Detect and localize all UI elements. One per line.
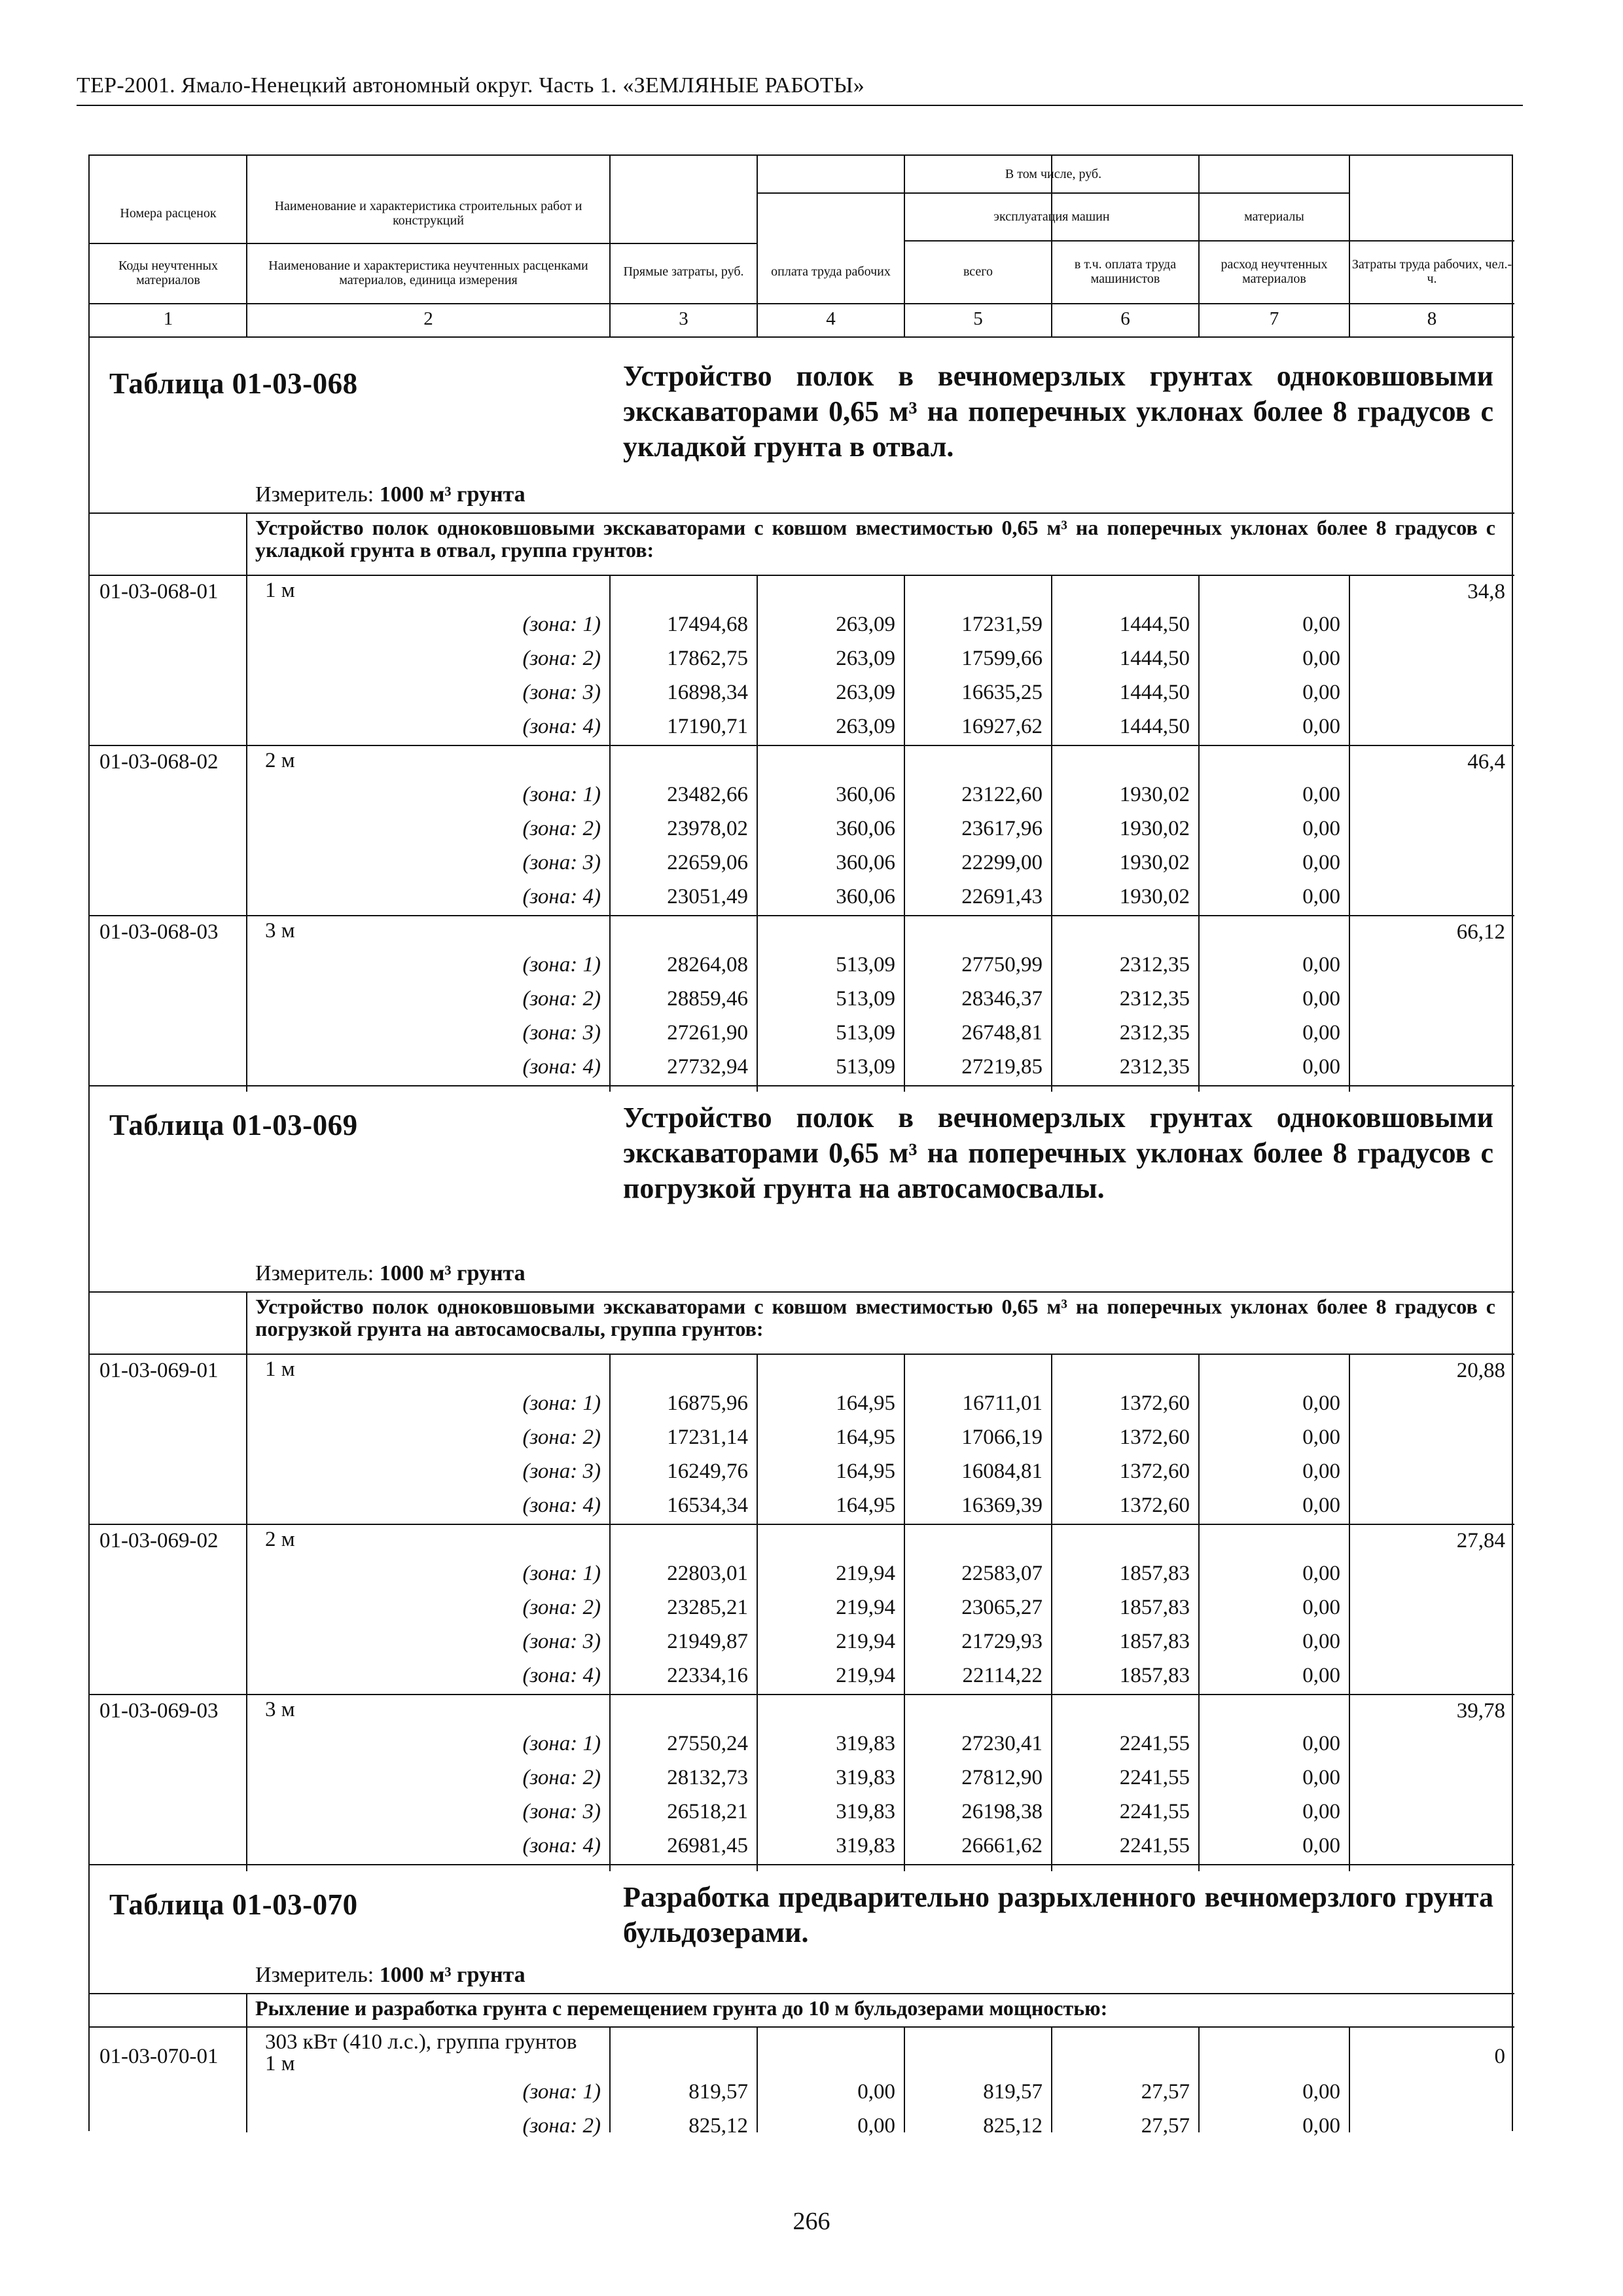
zone-label: (зона: 4) <box>522 1055 601 1079</box>
rate-name: 2 м <box>265 749 295 772</box>
direct-cost: 28132,73 <box>667 1766 748 1789</box>
measure-value: 1000 м³ грунта <box>379 1963 526 1987</box>
zone-label: (зона: 1) <box>522 1562 601 1585</box>
direct-cost: 23051,49 <box>667 885 748 908</box>
row-rule <box>90 243 757 244</box>
column-header-unaccounted-materials: расход неучтенных материалов <box>1221 257 1328 286</box>
column-number: 6 <box>1120 308 1130 329</box>
zone-label: (зона: 2) <box>522 817 601 840</box>
measure-label: Измеритель: <box>255 1261 380 1285</box>
wages-cost: 164,95 <box>836 1494 895 1517</box>
machines-cost: 22691,43 <box>961 885 1043 908</box>
machines-cost: 23122,60 <box>961 783 1043 806</box>
direct-cost: 17862,75 <box>667 647 748 670</box>
operator-wages: 1372,60 <box>1119 1494 1190 1517</box>
wages-cost: 219,94 <box>836 1596 895 1619</box>
wages-cost: 360,06 <box>836 783 895 806</box>
wages-cost: 513,09 <box>836 1055 895 1079</box>
materials-cost: 0,00 <box>1302 1494 1340 1517</box>
wages-cost: 319,83 <box>836 1834 895 1857</box>
labor-cost: 27,84 <box>1456 1529 1505 1552</box>
column-number: 2 <box>423 308 433 329</box>
column-rule <box>246 1291 247 1354</box>
labor-cost: 0 <box>1494 2045 1505 2068</box>
direct-cost: 17231,14 <box>667 1426 748 1449</box>
wages-cost: 513,09 <box>836 1021 895 1045</box>
labor-cost: 20,88 <box>1456 1359 1505 1382</box>
wages-cost: 219,94 <box>836 1562 895 1585</box>
column-rule <box>1051 575 1052 1092</box>
column-rule <box>1198 2026 1200 2132</box>
operator-wages: 2241,55 <box>1119 1732 1190 1755</box>
table-title: Устройство полок в вечномерзлых грунтах одноковшовыми экскаваторами 0,65 м³ на поперечных уклонах более 8 градусов с укладкой грунта в отвал. <box>623 360 1493 463</box>
wages-cost: 319,83 <box>836 1732 895 1755</box>
column-rule <box>1198 1354 1200 1871</box>
operator-wages: 2312,35 <box>1119 1021 1190 1045</box>
machines-cost: 17066,19 <box>961 1426 1043 1449</box>
column-header-material-names: Наименование и характеристика неучтенных расценками материалов, единица измерения <box>268 259 588 287</box>
column-rule <box>757 156 758 336</box>
column-header-wages: оплата труда рабочих <box>771 264 891 279</box>
direct-cost: 16534,34 <box>667 1494 748 1517</box>
column-rule <box>904 575 905 1092</box>
materials-cost: 0,00 <box>1302 613 1340 636</box>
operator-wages: 2241,55 <box>1119 1766 1190 1789</box>
materials-cost: 0,00 <box>1302 1766 1340 1789</box>
operator-wages: 2241,55 <box>1119 1800 1190 1823</box>
machines-cost: 27230,41 <box>961 1732 1043 1755</box>
materials-cost: 0,00 <box>1302 1800 1340 1823</box>
operator-wages: 2312,35 <box>1119 1055 1190 1079</box>
rate-code: 01-03-068-03 <box>99 920 219 944</box>
wages-cost: 360,06 <box>836 817 895 840</box>
materials-cost: 0,00 <box>1302 681 1340 704</box>
column-rule <box>609 1354 611 1871</box>
zone-label: (зона: 2) <box>522 1596 601 1619</box>
table-measure <box>255 482 526 507</box>
row-rule <box>90 1291 1514 1293</box>
column-rule <box>1349 1354 1350 1871</box>
operator-wages: 27,57 <box>1141 2080 1190 2104</box>
running-header: ТЕР-2001. Ямало-Ненецкий автономный округ. Часть 1. «ЗЕМЛЯНЫЕ РАБОТЫ» <box>77 73 865 98</box>
column-rule <box>609 156 611 336</box>
materials-cost: 0,00 <box>1302 1834 1340 1857</box>
machines-cost: 21729,93 <box>961 1630 1043 1653</box>
labor-cost: 39,78 <box>1456 1699 1505 1723</box>
column-header-machines: эксплуатация машин <box>993 209 1110 224</box>
machines-cost: 819,57 <box>983 2080 1043 2104</box>
zone-label: (зона: 1) <box>522 953 601 977</box>
table-subheading: Устройство полок одноковшовыми экскаваторами с ковшом вместимостью 0,65 м³ на поперечных уклонах более 8 градусов с укладкой грунта в отвал, группа грунтов: <box>255 516 1495 562</box>
direct-cost: 21949,87 <box>667 1630 748 1653</box>
machines-cost: 16635,25 <box>961 681 1043 704</box>
direct-cost: 16898,34 <box>667 681 748 704</box>
column-rule <box>246 512 247 575</box>
operator-wages: 1857,83 <box>1119 1630 1190 1653</box>
zone-label: (зона: 2) <box>522 987 601 1011</box>
machines-cost: 16711,01 <box>962 1391 1043 1415</box>
column-rule <box>1051 156 1052 336</box>
column-header-material-codes: Коды неучтенных материалов <box>118 259 218 287</box>
rate-name: 2 м <box>265 1528 295 1551</box>
operator-wages: 1444,50 <box>1119 647 1190 670</box>
column-header-works: Наименование и характеристика строительных работ и конструкций <box>274 199 582 228</box>
column-rule <box>757 2026 758 2132</box>
materials-cost: 0,00 <box>1302 1732 1340 1755</box>
zone-label: (зона: 2) <box>522 1426 601 1449</box>
column-number: 4 <box>826 308 836 329</box>
wages-cost: 0,00 <box>857 2114 895 2138</box>
measure-value: 1000 м³ грунта <box>379 482 526 507</box>
column-rule <box>904 2026 905 2132</box>
operator-wages: 27,57 <box>1141 2114 1190 2138</box>
column-rule <box>757 575 758 1092</box>
machines-cost: 28346,37 <box>961 987 1043 1011</box>
zone-label: (зона: 1) <box>522 613 601 636</box>
machines-cost: 27812,90 <box>961 1766 1043 1789</box>
row-rule <box>90 1993 1514 1994</box>
operator-wages: 1444,50 <box>1119 715 1190 738</box>
table-title: Разработка предварительно разрыхленного вечномерзлого грунта бульдозерами. <box>623 1881 1493 1948</box>
rate-code: 01-03-068-01 <box>99 580 219 603</box>
materials-cost: 0,00 <box>1302 1596 1340 1619</box>
rate-code: 01-03-069-03 <box>99 1699 219 1723</box>
table-subheading: Рыхление и разработка грунта с перемещением грунта до 10 м бульдозерами мощностью: <box>255 1996 1108 2020</box>
wages-cost: 513,09 <box>836 953 895 977</box>
zone-label: (зона: 4) <box>522 1834 601 1857</box>
estimate-sheet <box>88 154 1513 2138</box>
materials-cost: 0,00 <box>1302 647 1340 670</box>
operator-wages: 1857,83 <box>1119 1664 1190 1687</box>
materials-cost: 0,00 <box>1302 1391 1340 1415</box>
direct-cost: 16249,76 <box>667 1460 748 1483</box>
direct-cost: 23482,66 <box>667 783 748 806</box>
wages-cost: 263,09 <box>836 647 895 670</box>
operator-wages: 2312,35 <box>1119 953 1190 977</box>
column-rule <box>246 2026 247 2132</box>
operator-wages: 1930,02 <box>1119 851 1190 874</box>
column-rule <box>1051 1354 1052 1871</box>
operator-wages: 1857,83 <box>1119 1596 1190 1619</box>
operator-wages: 1930,02 <box>1119 885 1190 908</box>
wages-cost: 360,06 <box>836 851 895 874</box>
row-rule <box>757 192 1349 194</box>
direct-cost: 28859,46 <box>667 987 748 1011</box>
column-rule <box>1349 2026 1350 2132</box>
column-rule <box>1349 156 1350 336</box>
materials-cost: 0,00 <box>1302 783 1340 806</box>
row-rule <box>90 1354 1514 1355</box>
row-rule <box>90 303 1514 304</box>
operator-wages: 1857,83 <box>1119 1562 1190 1585</box>
column-rule <box>1349 575 1350 1092</box>
operator-wages: 1444,50 <box>1119 613 1190 636</box>
rate-name: 3 м <box>265 919 295 942</box>
zone-label: (зона: 3) <box>522 1800 601 1823</box>
operator-wages: 1930,02 <box>1119 783 1190 806</box>
wages-cost: 263,09 <box>836 715 895 738</box>
materials-cost: 0,00 <box>1302 715 1340 738</box>
column-header-labor: Затраты труда рабочих, чел.-ч. <box>1351 257 1512 286</box>
machines-cost: 17599,66 <box>961 647 1043 670</box>
column-number: 3 <box>679 308 688 329</box>
wages-cost: 263,09 <box>836 613 895 636</box>
zone-label: (зона: 3) <box>522 681 601 704</box>
materials-cost: 0,00 <box>1302 885 1340 908</box>
materials-cost: 0,00 <box>1302 987 1340 1011</box>
rate-name: 3 м <box>265 1698 295 1721</box>
row-rule <box>90 915 1514 916</box>
direct-cost: 23285,21 <box>667 1596 748 1619</box>
wages-cost: 219,94 <box>836 1630 895 1653</box>
direct-cost: 23978,02 <box>667 817 748 840</box>
wages-cost: 219,94 <box>836 1664 895 1687</box>
zone-label: (зона: 1) <box>522 2080 601 2104</box>
table-measure <box>255 1963 526 1988</box>
direct-cost: 27550,24 <box>667 1732 748 1755</box>
table-measure <box>255 1261 526 1286</box>
labor-cost: 46,4 <box>1467 750 1505 774</box>
direct-cost: 16875,96 <box>667 1391 748 1415</box>
wages-cost: 319,83 <box>836 1800 895 1823</box>
materials-cost: 0,00 <box>1302 817 1340 840</box>
zone-label: (зона: 2) <box>522 2114 601 2138</box>
column-rule <box>904 1354 905 1871</box>
table-number: Таблица 01-03-068 <box>109 367 358 400</box>
wages-cost: 319,83 <box>836 1766 895 1789</box>
row-rule <box>90 2026 1514 2028</box>
machines-cost: 16369,39 <box>961 1494 1043 1517</box>
table-title: Устройство полок в вечномерзлых грунтах одноковшовыми экскаваторами 0,65 м³ на поперечных уклонах более 8 градусов с погрузкой грунта на автосамосвалы. <box>623 1102 1493 1204</box>
materials-cost: 0,00 <box>1302 1021 1340 1045</box>
row-rule <box>90 1524 1514 1525</box>
zone-label: (зона: 3) <box>522 1630 601 1653</box>
direct-cost: 819,57 <box>688 2080 748 2104</box>
header-rule <box>77 105 1523 106</box>
row-rule <box>90 1864 1514 1865</box>
row-rule <box>90 575 1514 576</box>
direct-cost: 17190,71 <box>667 715 748 738</box>
column-rule <box>246 1354 247 1871</box>
column-rule <box>609 575 611 1092</box>
column-header-operator-wages: в т.ч. оплата труда машинистов <box>1074 257 1177 286</box>
materials-cost: 0,00 <box>1302 1426 1340 1449</box>
row-rule <box>90 745 1514 746</box>
direct-cost: 27261,90 <box>667 1021 748 1045</box>
row-rule <box>90 336 1514 338</box>
column-number: 8 <box>1427 308 1437 329</box>
operator-wages: 1372,60 <box>1119 1460 1190 1483</box>
operator-wages: 1372,60 <box>1119 1426 1190 1449</box>
rate-code: 01-03-069-01 <box>99 1359 219 1382</box>
zone-label: (зона: 2) <box>522 647 601 670</box>
wages-cost: 360,06 <box>836 885 895 908</box>
zone-label: (зона: 3) <box>522 1460 601 1483</box>
rate-name: 303 кВт (410 л.с.), группа грунтов 1 м <box>265 2030 577 2075</box>
direct-cost: 26981,45 <box>667 1834 748 1857</box>
wages-cost: 164,95 <box>836 1460 895 1483</box>
operator-wages: 1930,02 <box>1119 817 1190 840</box>
wages-cost: 513,09 <box>836 987 895 1011</box>
operator-wages: 2312,35 <box>1119 987 1190 1011</box>
labor-cost: 66,12 <box>1456 920 1505 944</box>
column-header-materials: материалы <box>1244 209 1304 224</box>
rate-code: 01-03-069-02 <box>99 1529 219 1552</box>
page-number: 266 <box>793 2208 830 2235</box>
machines-cost: 16084,81 <box>961 1460 1043 1483</box>
machines-cost: 27750,99 <box>961 953 1043 977</box>
machines-cost: 27219,85 <box>961 1055 1043 1079</box>
column-rule <box>757 1354 758 1871</box>
column-number: 5 <box>973 308 983 329</box>
column-rule <box>1051 2026 1052 2132</box>
machines-cost: 26198,38 <box>961 1800 1043 1823</box>
materials-cost: 0,00 <box>1302 1460 1340 1483</box>
row-rule <box>90 1694 1514 1695</box>
table-number: Таблица 01-03-070 <box>109 1888 358 1921</box>
column-rule <box>246 156 247 336</box>
materials-cost: 0,00 <box>1302 953 1340 977</box>
machines-cost: 23617,96 <box>961 817 1043 840</box>
direct-cost: 27732,94 <box>667 1055 748 1079</box>
row-rule <box>90 1085 1514 1086</box>
zone-label: (зона: 3) <box>522 1021 601 1045</box>
direct-cost: 28264,08 <box>667 953 748 977</box>
materials-cost: 0,00 <box>1302 1630 1340 1653</box>
operator-wages: 2241,55 <box>1119 1834 1190 1857</box>
column-number: 1 <box>163 308 173 329</box>
column-rule <box>1198 575 1200 1092</box>
materials-cost: 0,00 <box>1302 1562 1340 1585</box>
measure-value: 1000 м³ грунта <box>379 1261 526 1285</box>
machines-cost: 22299,00 <box>961 851 1043 874</box>
zone-label: (зона: 4) <box>522 715 601 738</box>
zone-label: (зона: 1) <box>522 1732 601 1755</box>
machines-cost: 825,12 <box>983 2114 1043 2138</box>
rate-code: 01-03-070-01 <box>99 2045 219 2068</box>
column-rule <box>904 156 905 336</box>
wages-cost: 164,95 <box>836 1391 895 1415</box>
machines-cost: 17231,59 <box>961 613 1043 636</box>
zone-label: (зона: 1) <box>522 1391 601 1415</box>
direct-cost: 22334,16 <box>667 1664 748 1687</box>
materials-cost: 0,00 <box>1302 2114 1340 2138</box>
zone-label: (зона: 4) <box>522 1494 601 1517</box>
column-rule <box>246 1993 247 2026</box>
column-header-in-that-number: В том числе, руб. <box>1005 167 1102 181</box>
table-number: Таблица 01-03-069 <box>109 1109 358 1141</box>
measure-label: Измеритель: <box>255 1963 380 1987</box>
direct-cost: 22803,01 <box>667 1562 748 1585</box>
wages-cost: 263,09 <box>836 681 895 704</box>
machines-cost: 26748,81 <box>961 1021 1043 1045</box>
column-header-direct-costs: Прямые затраты, руб. <box>623 264 744 279</box>
labor-cost: 34,8 <box>1467 580 1505 603</box>
column-rule <box>609 2026 611 2132</box>
machines-cost: 26661,62 <box>961 1834 1043 1857</box>
direct-cost: 22659,06 <box>667 851 748 874</box>
wages-cost: 0,00 <box>857 2080 895 2104</box>
operator-wages: 1444,50 <box>1119 681 1190 704</box>
rate-name: 1 м <box>265 1357 295 1381</box>
materials-cost: 0,00 <box>1302 1664 1340 1687</box>
zone-label: (зона: 4) <box>522 1664 601 1687</box>
rate-name: 1 м <box>265 579 295 602</box>
machines-cost: 22583,07 <box>961 1562 1043 1585</box>
rate-code: 01-03-068-02 <box>99 750 219 774</box>
column-header-codes: Номера расценок <box>120 206 217 221</box>
operator-wages: 1372,60 <box>1119 1391 1190 1415</box>
machines-cost: 22114,22 <box>962 1664 1043 1687</box>
zone-label: (зона: 3) <box>522 851 601 874</box>
direct-cost: 26518,21 <box>667 1800 748 1823</box>
materials-cost: 0,00 <box>1302 851 1340 874</box>
row-rule <box>904 240 1514 242</box>
direct-cost: 825,12 <box>688 2114 748 2138</box>
machines-cost: 23065,27 <box>961 1596 1043 1619</box>
row-rule <box>90 512 1514 514</box>
zone-label: (зона: 1) <box>522 783 601 806</box>
direct-cost: 17494,68 <box>667 613 748 636</box>
table-subheading: Устройство полок одноковшовыми экскаваторами с ковшом вместимостью 0,65 м³ на поперечных уклонах более 8 градусов с погрузкой грунта на автосамосвалы, группа грунтов: <box>255 1295 1495 1340</box>
machines-cost: 16927,62 <box>961 715 1043 738</box>
zone-label: (зона: 4) <box>522 885 601 908</box>
materials-cost: 0,00 <box>1302 1055 1340 1079</box>
column-header-machines-total: всего <box>963 264 993 279</box>
column-rule <box>1198 156 1200 336</box>
wages-cost: 164,95 <box>836 1426 895 1449</box>
zone-label: (зона: 2) <box>522 1766 601 1789</box>
column-number: 7 <box>1269 308 1279 329</box>
measure-label: Измеритель: <box>255 482 380 507</box>
materials-cost: 0,00 <box>1302 2080 1340 2104</box>
column-rule <box>246 575 247 1092</box>
